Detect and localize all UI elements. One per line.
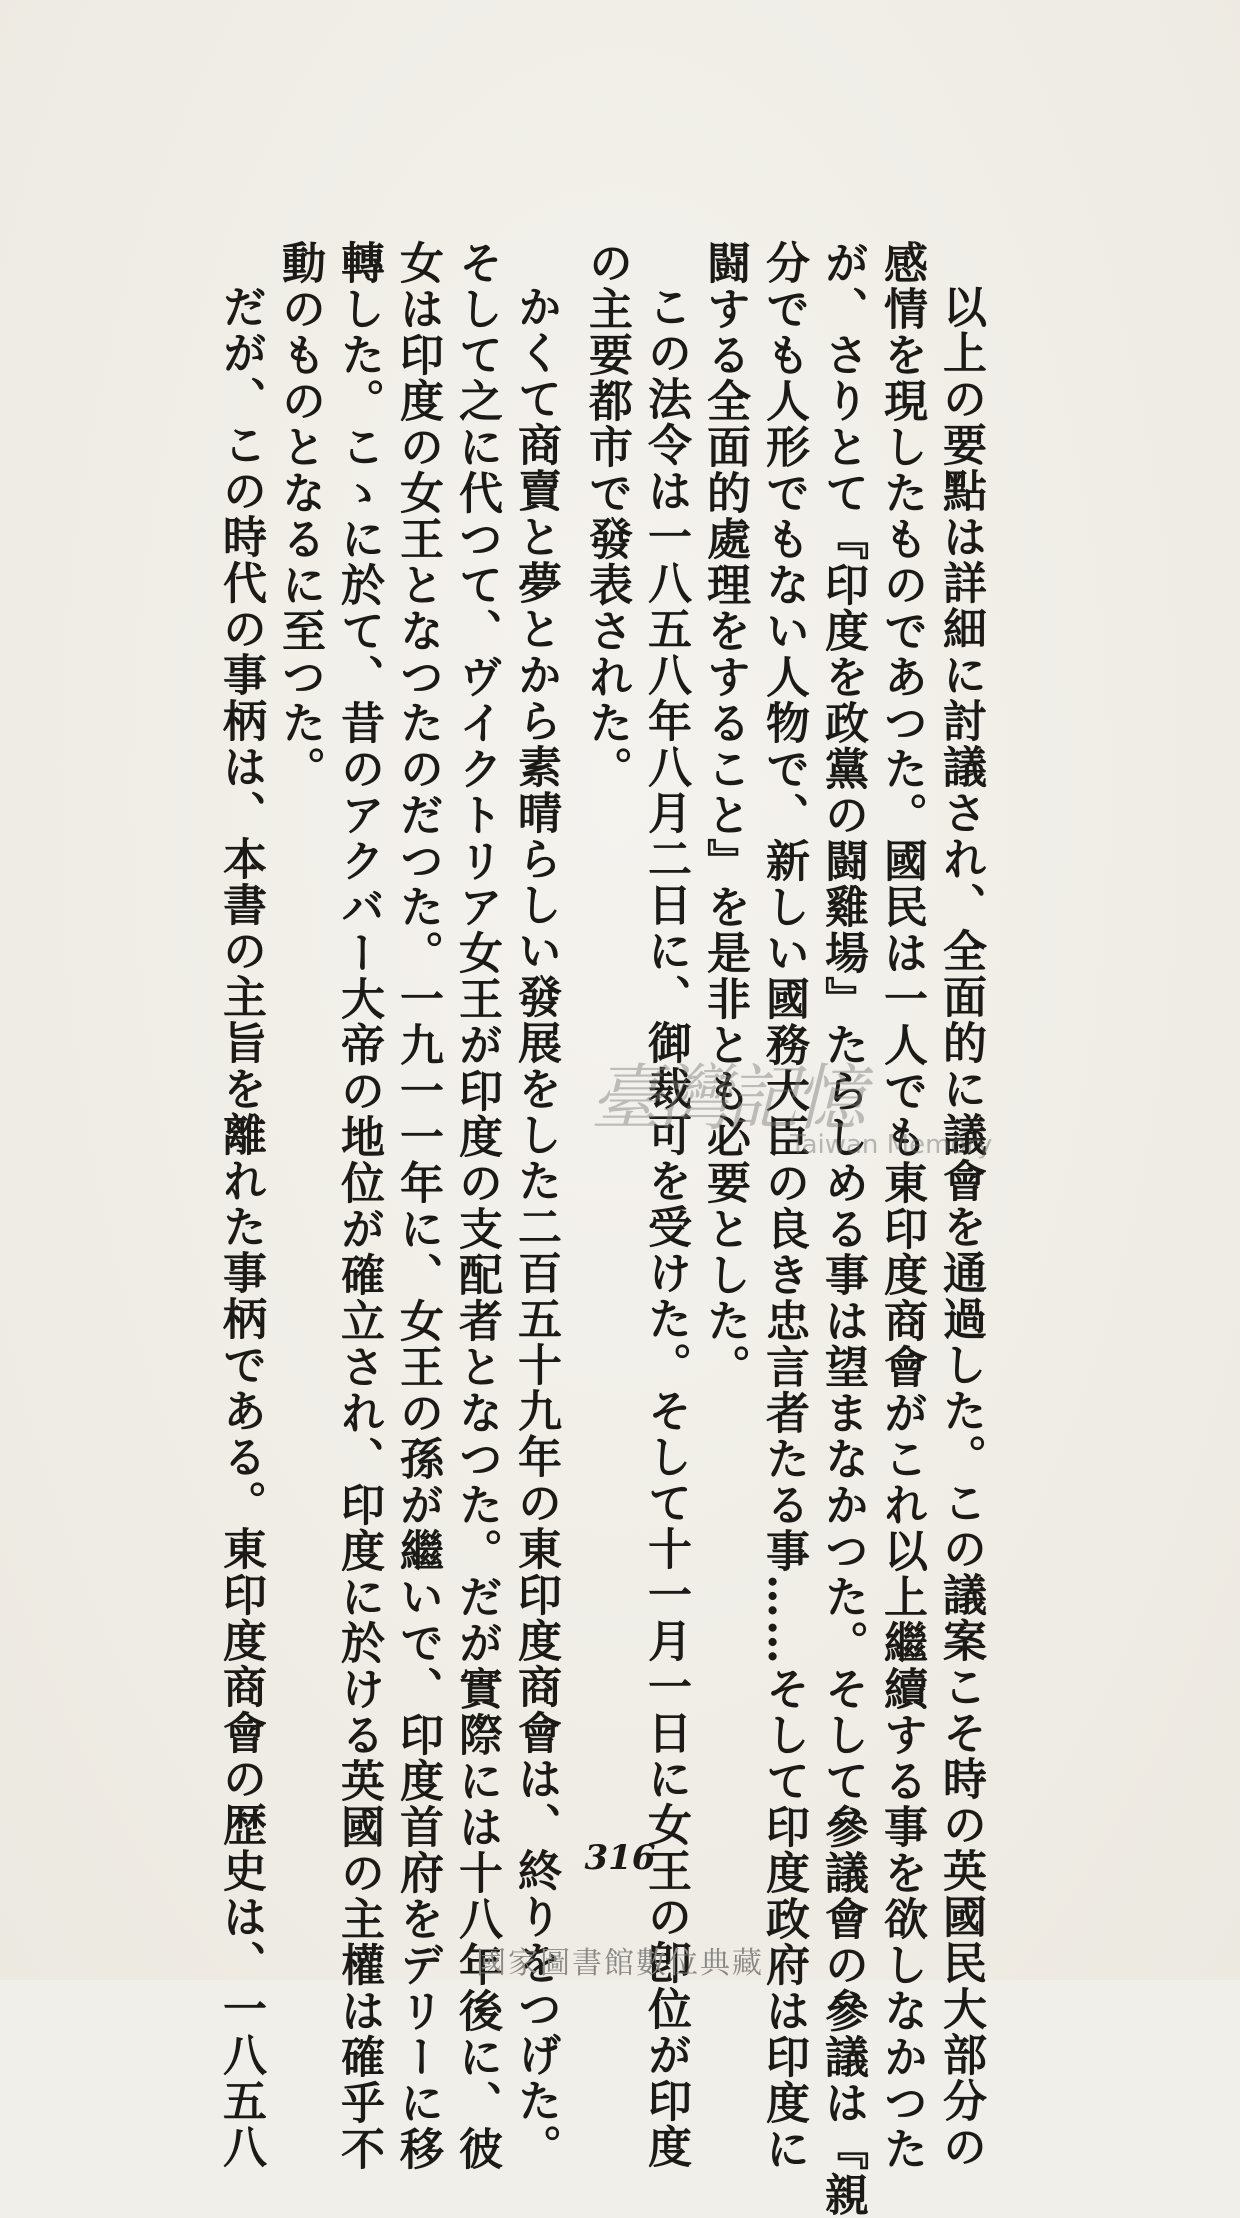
- text-line: の主要都市で發表された。: [581, 240, 632, 792]
- text-line: だが、この時代の事柄は、本書の主旨を離れた事柄である。東印度商會の歴史は、一八五八: [215, 284, 266, 2170]
- text-line: 動のものとなるに至つた。: [274, 240, 325, 792]
- text-line: 以上の要點は詳細に討議され、全面的に議會を通過した。この議案こそ時の英國民大部分の: [935, 284, 986, 2170]
- watermark-subtext: Taiwan Memory: [790, 1130, 993, 1160]
- page-number: 316: [584, 1838, 656, 1878]
- text-line: そして之に代つて、ヴイクトリア女王が印度の支配者となつた。だが實際には十八年後に、彼: [451, 240, 502, 2172]
- taiwan-memory-watermark: [590, 1040, 1010, 1160]
- text-line: この法令は一八五八年八月二日に、御裁可を受けた。そして十一月一日に女王の卽位が印度: [640, 284, 691, 2170]
- library-footer: 國家圖書館數位典藏: [476, 1946, 764, 1981]
- text-line: 女は印度の女王となつたのだつた。一九一一年に、女王の孫が繼いで、印度首府をデリーに移: [392, 240, 443, 2172]
- text-line: 闘する全面的處理をすること』を是非とも必要とした。: [699, 240, 750, 1390]
- text-line: 轉した。こゝに於て、昔のアクバー大帝の地位が確立され、印度に於ける英國の主權は確乎不: [333, 240, 384, 2172]
- text-line: 分でも人形でもない人物で、新しい國務大臣の良き忠言者たる事……そして印度政府は印度に: [758, 240, 809, 2172]
- watermark-logo-text: 臺灣記憶: [590, 1056, 863, 1140]
- text-line: が、さりとて『印度を政黨の闘雞場』たらしめる事は望まなかつた。そして參議會の參議は『親: [817, 240, 868, 2218]
- text-line: かくて商賣と夢とから素晴らしい發展をした二百五十九年の東印度商會は、終りをつげた。: [510, 284, 561, 2170]
- text-line: 感情を現したものであつた。國民は一人でも東印度商會がこれ以上繼續する事を欲しなかつた: [876, 240, 927, 2172]
